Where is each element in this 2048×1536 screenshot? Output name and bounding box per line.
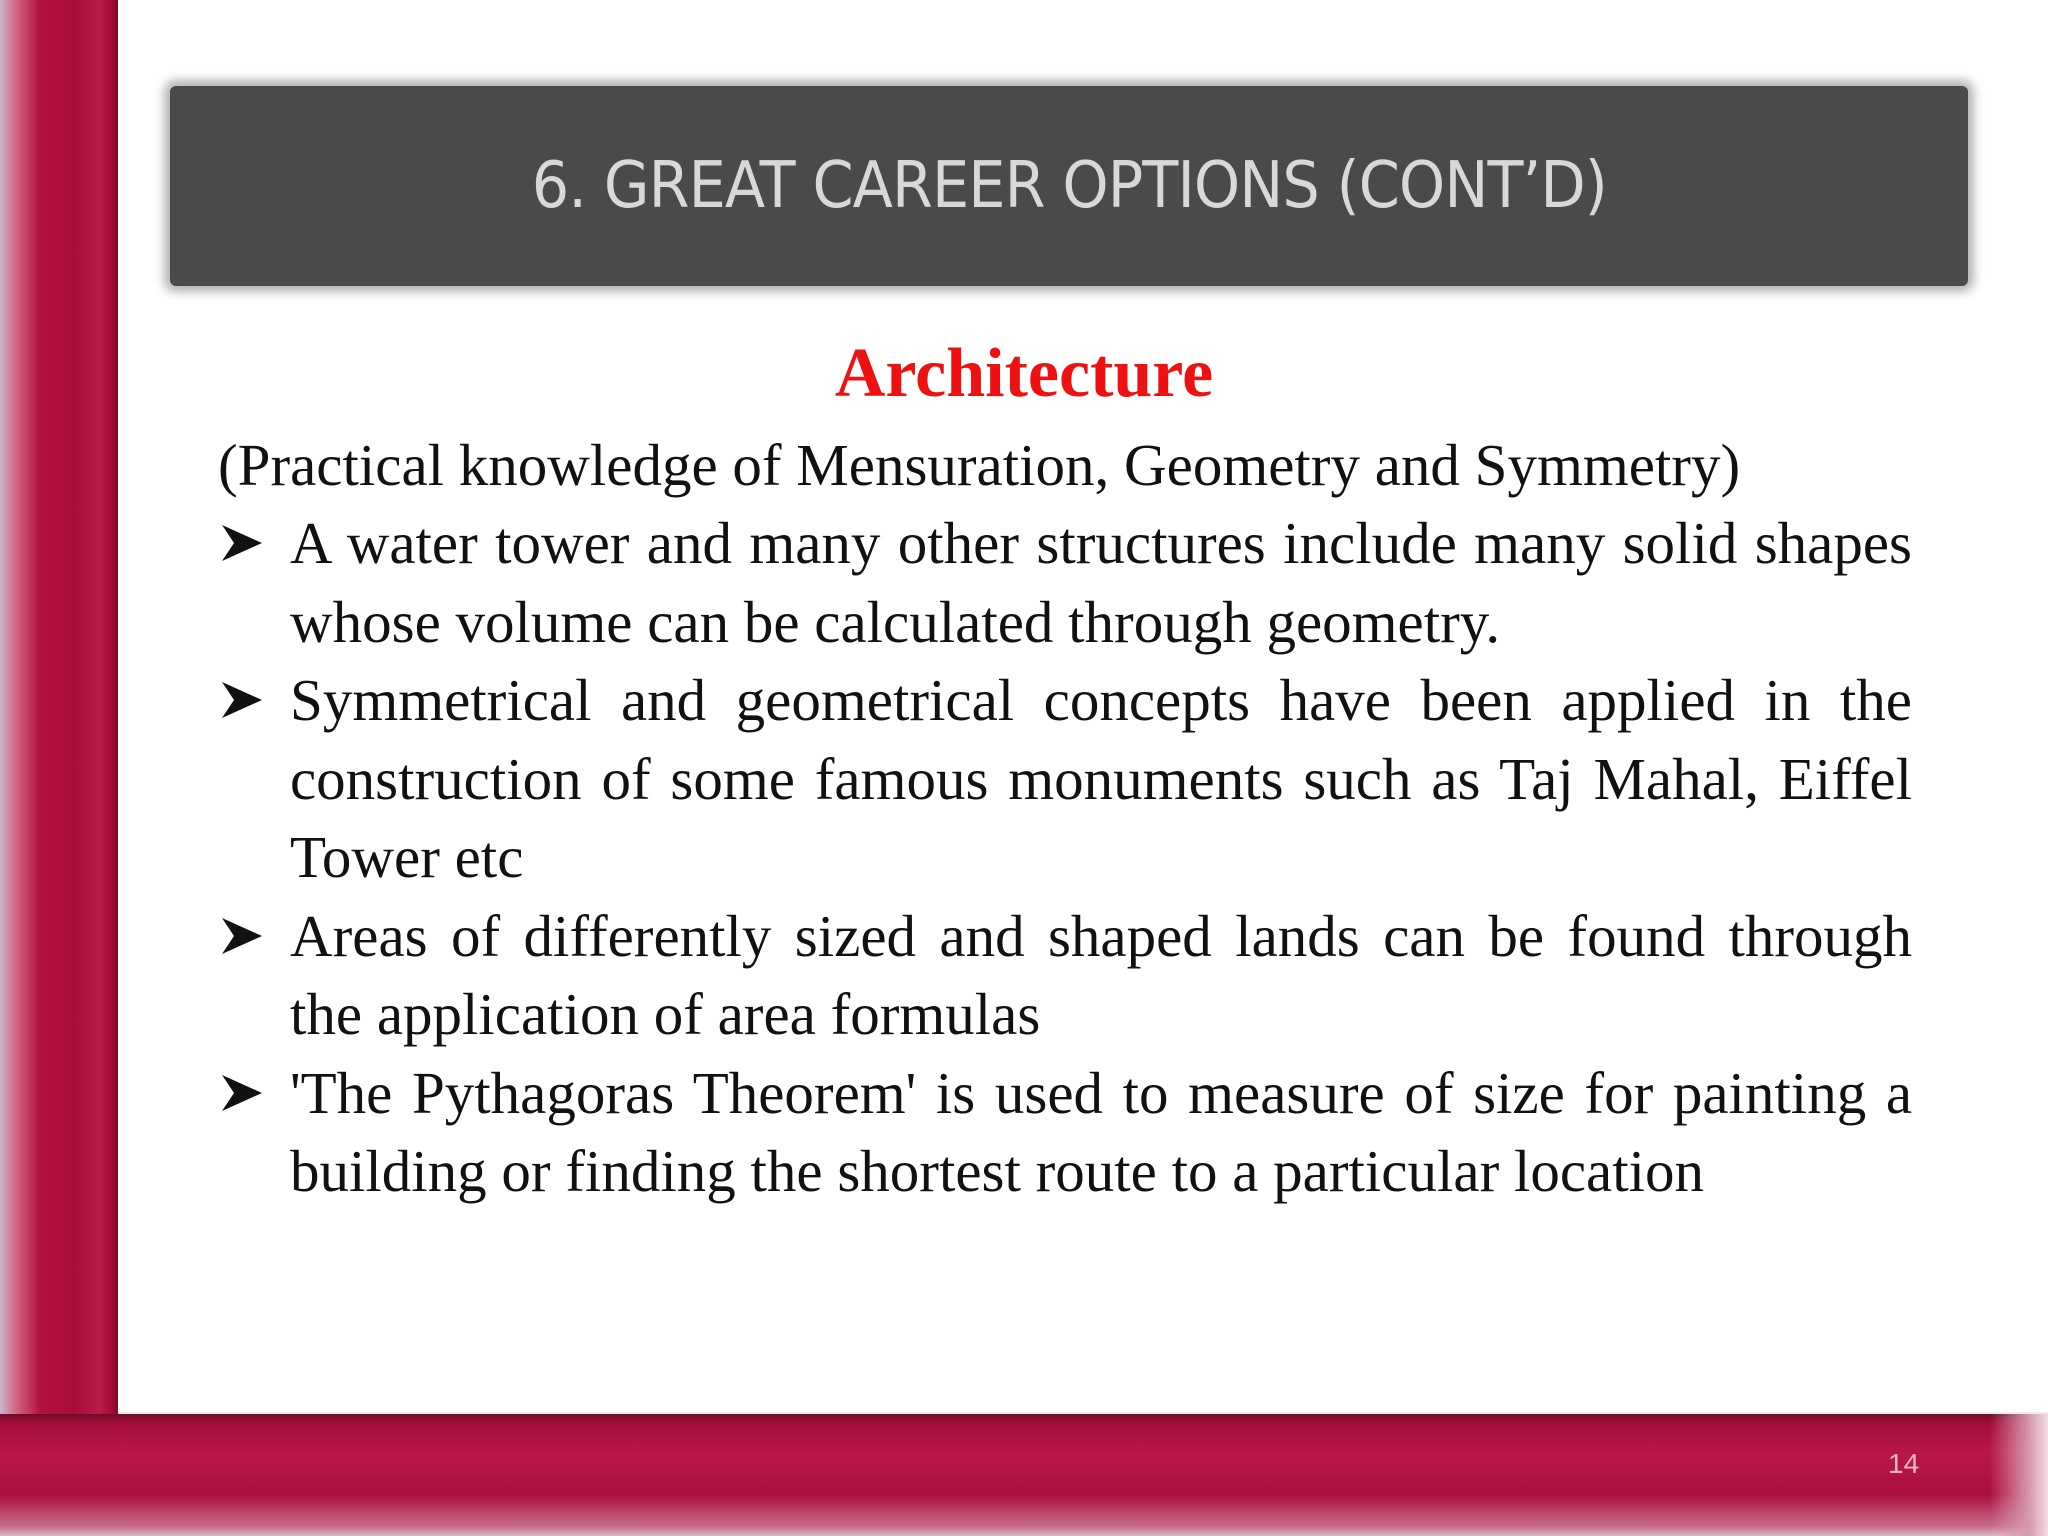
arrowhead-bullet-icon: [218, 519, 266, 567]
slide-frame-left: [0, 0, 118, 1536]
slide-frame-corner: [1990, 1414, 2048, 1536]
list-item: [218, 897, 1912, 1054]
bullet-list: [218, 504, 1912, 1211]
arrowhead-bullet-icon: [218, 676, 266, 724]
slide-number: 14: [1888, 1448, 1920, 1479]
list-item: [218, 504, 1912, 661]
bullet-text: 'The Pythagoras Theorem' is used to measure of size for painting a building or finding the shortest route to a particular location: [290, 1059, 1912, 1204]
bullet-text: Areas of differently sized and shaped lands can be found through the application of area formulas: [290, 902, 1912, 1047]
arrowhead-bullet-icon: [218, 912, 266, 960]
list-item: [218, 661, 1912, 897]
section-subheading: (Practical knowledge of Mensuration, Geometry and Symmetry): [218, 432, 1741, 498]
bullet-text: Symmetrical and geometrical concepts have been applied in the construction of some famous monuments such as Taj Mahal, Eiffel Tower etc: [290, 667, 1912, 890]
slide-frame-bottom: [0, 1414, 2048, 1536]
slide-title: 6. GREAT CAREER OPTIONS (CONT’D): [531, 149, 1607, 223]
list-item: [218, 1054, 1912, 1211]
section-heading: Architecture: [834, 335, 1214, 412]
arrowhead-bullet-icon: [218, 1069, 266, 1117]
title-bar: [170, 86, 1968, 286]
bullet-text: A water tower and many other structures include many solid shapes whose volume can be calculated through geometry.: [290, 510, 1912, 655]
